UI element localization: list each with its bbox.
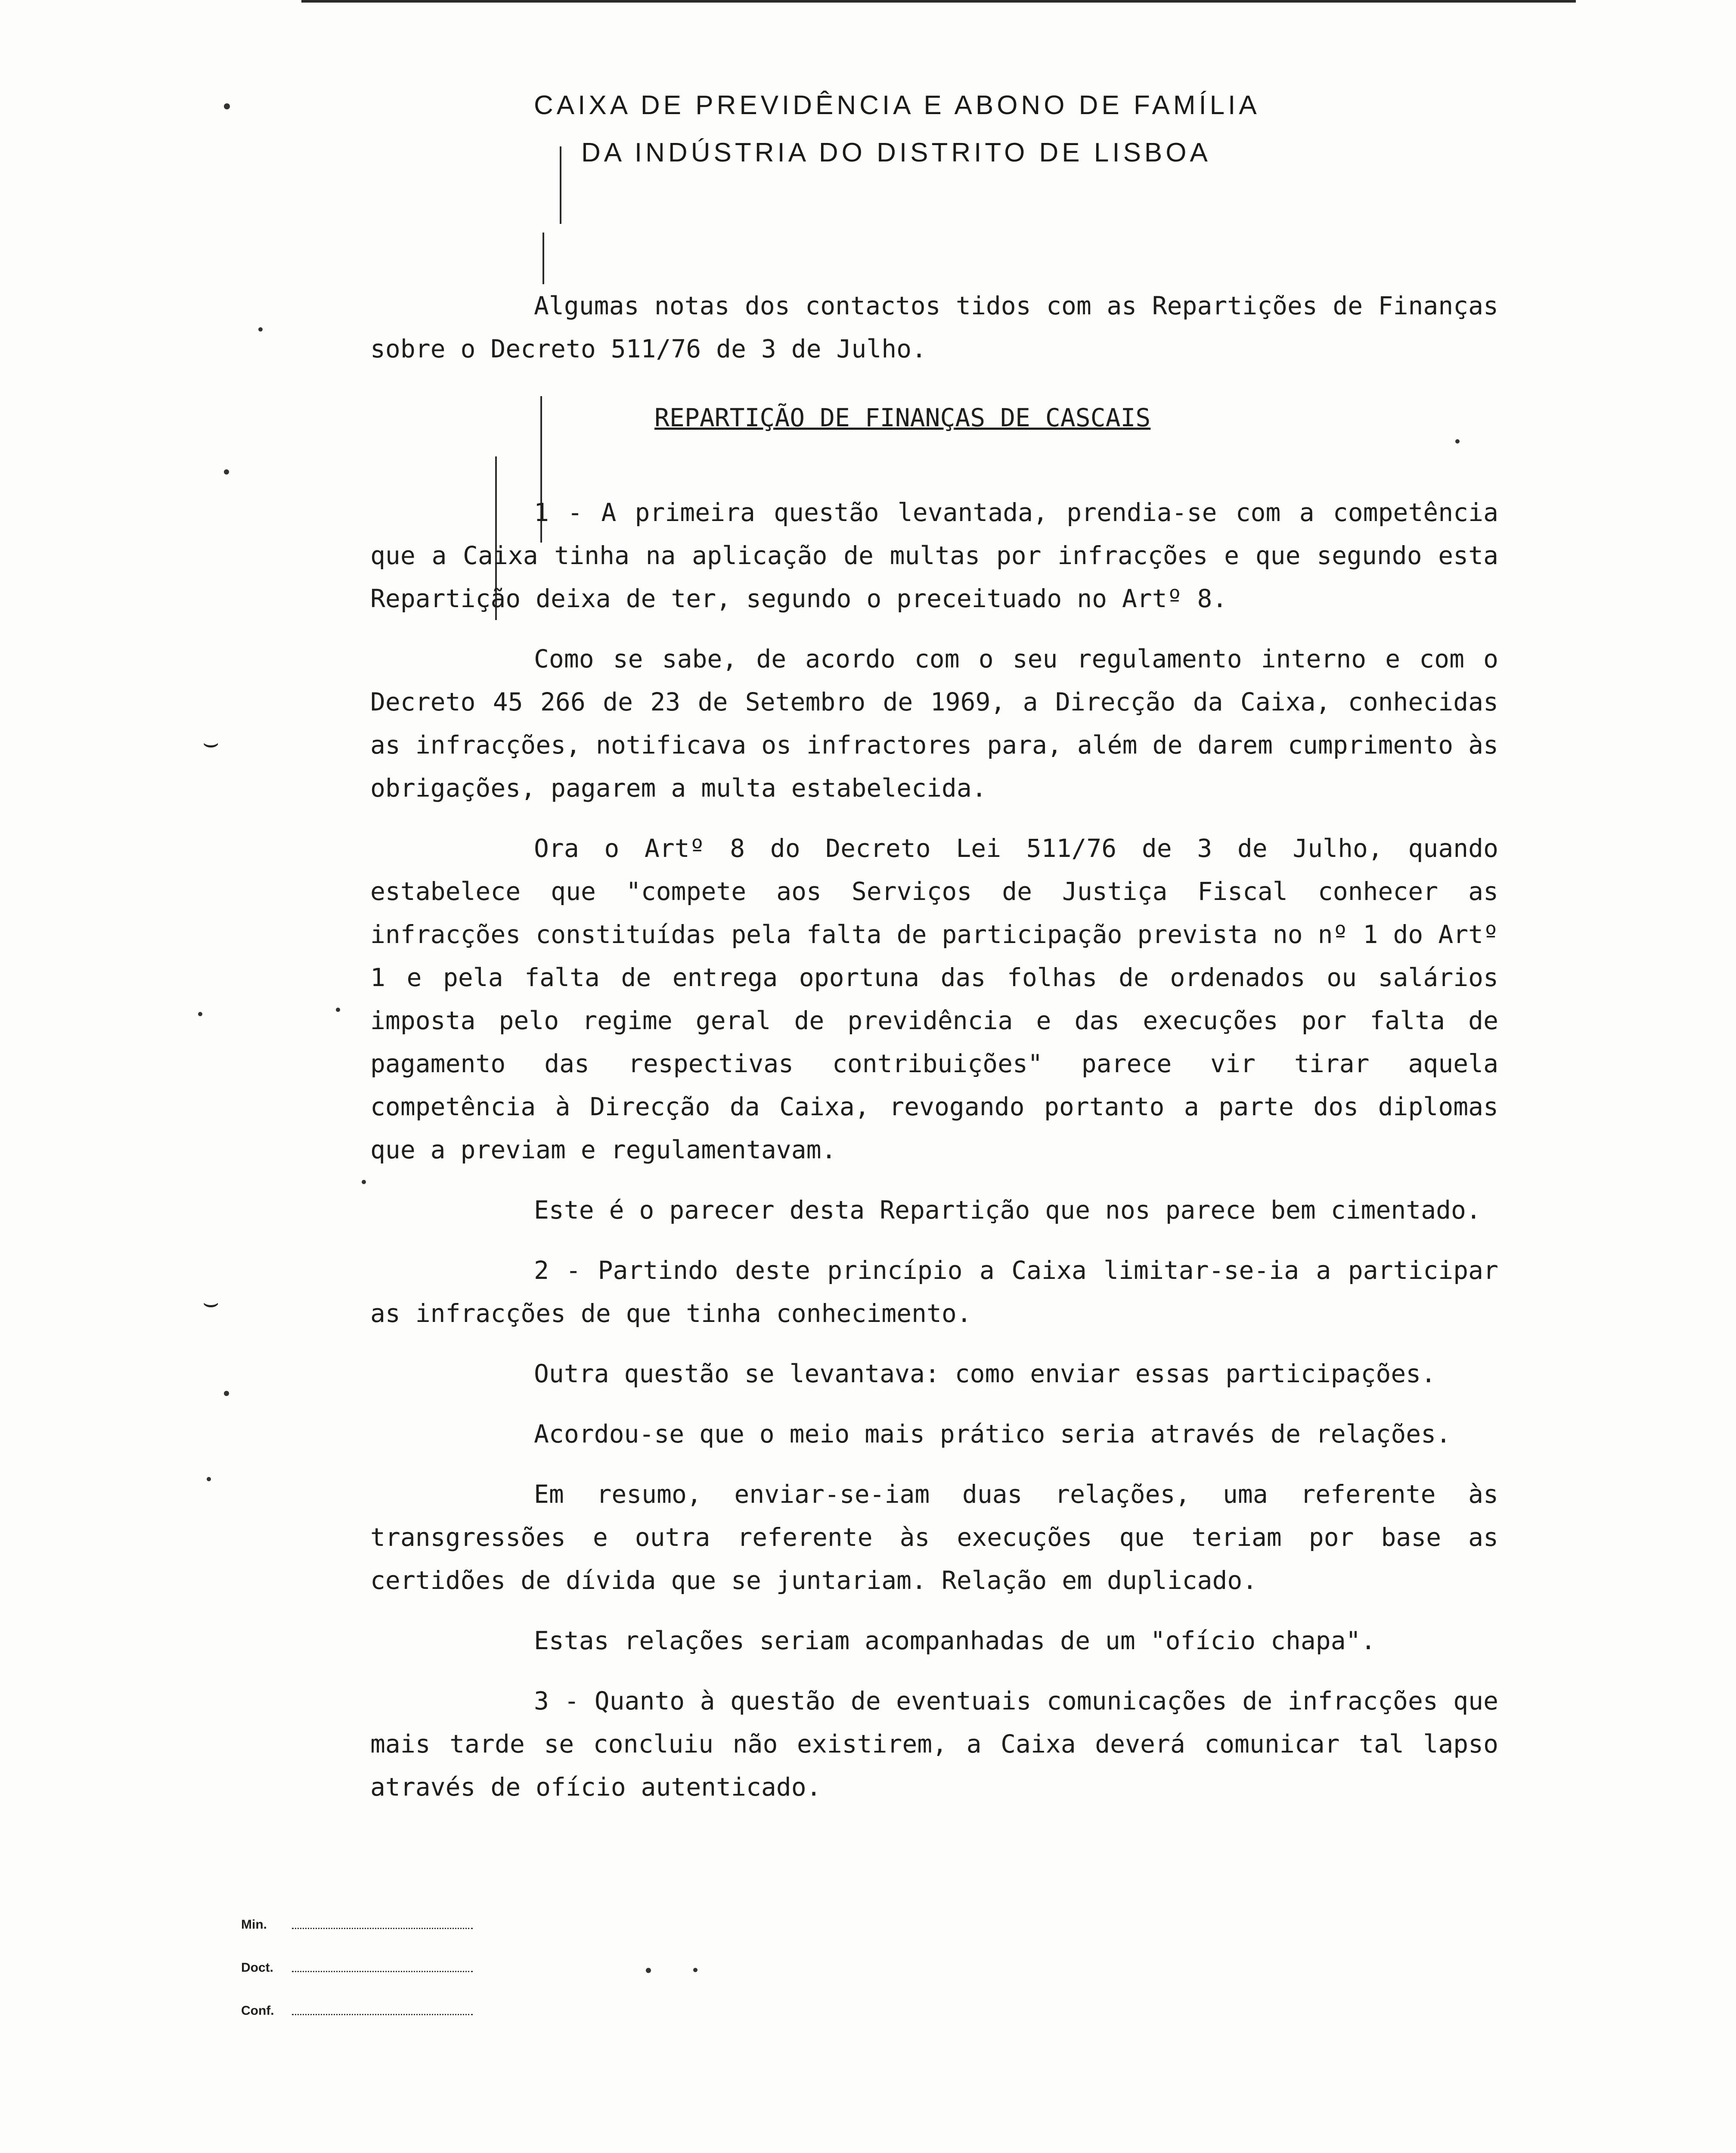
paragraph-5: 2 - Partindo deste princípio a Caixa limitar-se-ia a participar as infracções de que tinha conhecimento.	[370, 1256, 1498, 1328]
paragraph-9: Estas relações seriam acompanhadas de um "ofício chapa".	[534, 1626, 1376, 1655]
letterhead-line-2: DA INDÚSTRIA DO DISTRITO DE LISBOA	[581, 138, 1211, 168]
letterhead-line-1: CAIXA DE PREVIDÊNCIA E ABONO DE FAMÍLIA	[534, 90, 1260, 120]
document-body	[370, 284, 1498, 1826]
footer-doct-label: Doct.	[241, 1961, 273, 1975]
footer-doct-line	[292, 1965, 473, 1972]
paragraph-7: Acordou-se que o meio mais prático seria através de relações.	[534, 1419, 1451, 1449]
scan-speck	[362, 1180, 366, 1184]
margin-mark-line-1	[560, 146, 561, 224]
scan-speck	[224, 469, 229, 475]
paragraph-10: 3 - Quanto à questão de eventuais comunicações de infracções que mais tarde se concluiu não existirem, a Caixa deverá comunicar tal lapso através de ofício autenticado.	[370, 1686, 1498, 1802]
top-border-line	[301, 0, 1576, 3]
paragraph-6: Outra questão se levantava: como enviar essas participações.	[534, 1359, 1436, 1388]
scan-speck	[1455, 439, 1460, 444]
paragraph-8: Em resumo, enviar-se-iam duas relações, uma referente às transgressões e outra referente às execuções que teriam por base as certidões de dívida que se juntariam. Relação em duplicado.	[370, 1480, 1498, 1595]
footer-fields	[241, 1903, 473, 2032]
scan-speck	[198, 1012, 202, 1016]
footer-row-min	[241, 1903, 473, 1946]
letterhead	[534, 82, 1352, 177]
paragraph-4: Este é o parecer desta Repartição que nos parece bem cimentado.	[534, 1195, 1481, 1225]
footer-row-doct	[241, 1946, 473, 1989]
paragraph-2: Como se sabe, de acordo com o seu regulamento interno e com o Decreto 45 266 de 23 de Setembro de 1969, a Direcção da Caixa, conhecidas as infracções, notificava os infractores para, além de darem cumprimento às obrigações, pagarem a multa estabelecida.	[370, 644, 1498, 803]
footer-row-conf	[241, 1989, 473, 2032]
scan-speck	[646, 1968, 651, 1973]
scan-speck	[224, 103, 230, 109]
intro-paragraph: Algumas notas dos contactos tidos com as Repartições de Finanças sobre o Decreto 511/76 de 3 de Julho.	[370, 291, 1498, 363]
margin-curve-mark-2: ⌣	[202, 1288, 220, 1317]
scan-speck	[693, 1968, 698, 1972]
footer-conf-label: Conf.	[241, 2004, 274, 2018]
section-heading: REPARTIÇÃO DE FINANÇAS DE CASCAIS	[654, 403, 1151, 432]
margin-curve-mark-1: ⌣	[202, 728, 220, 757]
scan-speck	[336, 1008, 340, 1012]
paragraph-1: 1 - A primeira questão levantada, prendia-se com a competência que a Caixa tinha na aplicação de multas por infracções e que segundo esta Repartição deixa de ter, segundo o preceituado no Artº 8.	[370, 498, 1498, 613]
footer-min-label: Min.	[241, 1917, 267, 1932]
scan-speck	[224, 1391, 229, 1396]
scan-speck	[207, 1477, 211, 1481]
margin-mark-line-2	[542, 233, 544, 284]
footer-min-line	[292, 1922, 473, 1929]
scan-speck	[258, 327, 263, 332]
footer-conf-line	[292, 2008, 473, 2015]
paragraph-3: Ora o Artº 8 do Decreto Lei 511/76 de 3 de Julho, quando estabelece que "compete aos Serviços de Justiça Fiscal conhecer as infracções constituídas pela falta de participação prevista no nº 1 do Artº 1 e pela falta de entrega oportuna das folhas de ordenados ou salários imposta pelo regime geral de previdência e das execuções por falta de pagamento das respectivas contribuições" parece vir tirar aquela competência à Direcção da Caixa, revogando portanto a parte dos diplomas que a previam e regulamentavam.	[370, 834, 1498, 1164]
